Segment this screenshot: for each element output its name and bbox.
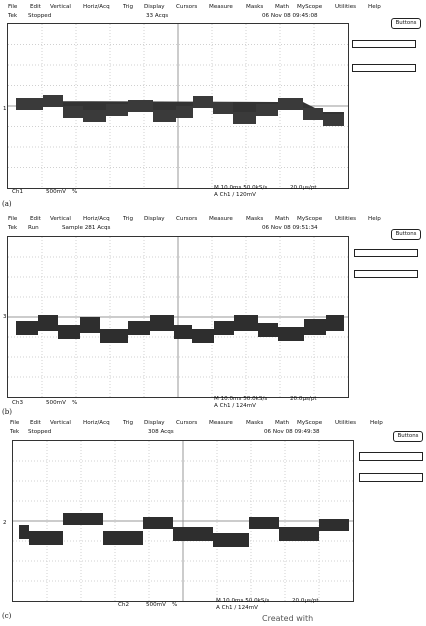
- menu-masks[interactable]: Masks: [246, 420, 264, 426]
- scope-panel-b: [0, 212, 426, 417]
- menu-myscope[interactable]: MyScope: [297, 420, 323, 426]
- status-bar: [0, 225, 426, 234]
- menu-bar: [0, 216, 426, 225]
- menu-masks[interactable]: Masks: [246, 4, 264, 10]
- menu-help[interactable]: Help: [370, 420, 383, 426]
- caption-c: (c): [2, 612, 12, 620]
- menu-edit[interactable]: Edit: [30, 420, 41, 426]
- timebase: M 10.0ms 50.0kS/s: [216, 598, 270, 604]
- menu-horiz-acq[interactable]: Horiz/Acq: [83, 216, 110, 222]
- menu-horiz-acq[interactable]: Horiz/Acq: [83, 4, 110, 10]
- resolution: 20.0μs/pt: [290, 185, 317, 191]
- readout-field-2[interactable]: [354, 270, 418, 278]
- menu-utilities[interactable]: Utilities: [335, 4, 357, 10]
- channel-label: Ch3: [12, 400, 24, 406]
- menu-measure[interactable]: Measure: [209, 420, 233, 426]
- menu-edit[interactable]: Edit: [30, 4, 41, 10]
- tek-label: Tek: [8, 225, 18, 231]
- menu-bar: [0, 4, 426, 13]
- trigger: A Ch1 / 124mV: [216, 605, 259, 611]
- menu-math[interactable]: Math: [275, 420, 289, 426]
- channel-marker[interactable]: 1: [3, 106, 7, 112]
- waveform-display: [12, 440, 354, 602]
- menu-cursors[interactable]: Cursors: [176, 420, 198, 426]
- channel-scale: 500mV: [146, 602, 166, 608]
- acq-count: 308 Acqs: [148, 429, 174, 435]
- menu-file[interactable]: File: [8, 216, 18, 222]
- menu-utilities[interactable]: Utilities: [335, 420, 357, 426]
- menu-file[interactable]: File: [10, 420, 20, 426]
- waveform-trace: [13, 441, 353, 601]
- menu-math[interactable]: Math: [275, 4, 289, 10]
- status-bar: [0, 429, 426, 438]
- readout-field-2[interactable]: [352, 64, 416, 72]
- acq-mode: Stopped: [28, 429, 52, 435]
- channel-scale: 500mV: [46, 400, 66, 406]
- menu-myscope[interactable]: MyScope: [297, 216, 323, 222]
- timebase: M 10.0ms 50.0kS/s: [214, 396, 268, 402]
- menu-math[interactable]: Math: [275, 216, 289, 222]
- date-time: 06 Nov 08 09:45:08: [262, 13, 318, 19]
- buttons-button[interactable]: Buttons: [391, 229, 421, 240]
- coupling-symbol: %: [72, 189, 78, 195]
- menu-cursors[interactable]: Cursors: [176, 4, 198, 10]
- readout-field-1[interactable]: [359, 452, 423, 461]
- acq-count: 33 Acqs: [146, 13, 169, 19]
- date-time: 06 Nov 08 09:51:34: [262, 225, 318, 231]
- channel-scale: 500mV: [46, 189, 66, 195]
- timebase: M 10.0ms 50.0kS/s: [214, 185, 268, 191]
- acq-count: Sample 281 Acqs: [62, 225, 111, 231]
- menu-cursors[interactable]: Cursors: [176, 216, 198, 222]
- channel-label: Ch2: [118, 602, 130, 608]
- trigger: A Ch1 / 120mV: [214, 192, 257, 198]
- waveform-trace: [8, 237, 348, 397]
- menu-horiz-acq[interactable]: Horiz/Acq: [83, 420, 110, 426]
- menu-vertical[interactable]: Vertical: [50, 4, 71, 10]
- channel-marker[interactable]: 3: [3, 314, 7, 320]
- menu-vertical[interactable]: Vertical: [50, 216, 71, 222]
- menu-edit[interactable]: Edit: [30, 216, 41, 222]
- scope-panel-a: [0, 0, 426, 210]
- menu-help[interactable]: Help: [368, 216, 381, 222]
- menu-help[interactable]: Help: [368, 4, 381, 10]
- readout-field-1[interactable]: [354, 249, 418, 257]
- date-time: 06 Nov 08 09:49:38: [264, 429, 320, 435]
- menu-trig[interactable]: Trig: [123, 216, 133, 222]
- waveform-trace: [8, 24, 348, 188]
- menu-display[interactable]: Display: [144, 216, 165, 222]
- resolution: 20.0μs/pt: [290, 396, 317, 402]
- resolution: 20.0μs/pt: [292, 598, 319, 604]
- trigger: A Ch1 / 124mV: [214, 403, 257, 409]
- menu-utilities[interactable]: Utilities: [335, 216, 357, 222]
- coupling-symbol: %: [172, 602, 178, 608]
- menu-vertical[interactable]: Vertical: [50, 420, 71, 426]
- readout-field-1[interactable]: [352, 40, 416, 48]
- channel-label: Ch1: [12, 189, 24, 195]
- menu-masks[interactable]: Masks: [246, 216, 264, 222]
- waveform-display: [7, 23, 349, 189]
- acq-mode: Stopped: [28, 13, 52, 19]
- menu-measure[interactable]: Measure: [209, 216, 233, 222]
- tek-label: Tek: [10, 429, 20, 435]
- status-bar: [0, 13, 426, 22]
- menu-bar: [0, 420, 426, 429]
- menu-trig[interactable]: Trig: [123, 420, 133, 426]
- channel-marker[interactable]: 2: [3, 520, 7, 526]
- menu-trig[interactable]: Trig: [123, 4, 133, 10]
- caption-b: (b): [2, 408, 12, 416]
- menu-measure[interactable]: Measure: [209, 4, 233, 10]
- buttons-button[interactable]: Buttons: [391, 18, 421, 29]
- menu-display[interactable]: Display: [144, 420, 165, 426]
- caption-a: (a): [2, 200, 12, 208]
- menu-myscope[interactable]: MyScope: [297, 4, 323, 10]
- acq-mode: Run: [28, 225, 39, 231]
- menu-display[interactable]: Display: [144, 4, 165, 10]
- readout-field-2[interactable]: [359, 473, 423, 482]
- created-with-label: Created with: [262, 614, 314, 623]
- menu-file[interactable]: File: [8, 4, 18, 10]
- tek-label: Tek: [8, 13, 18, 19]
- waveform-display: [7, 236, 349, 398]
- buttons-button[interactable]: Buttons: [393, 431, 423, 442]
- coupling-symbol: %: [72, 400, 78, 406]
